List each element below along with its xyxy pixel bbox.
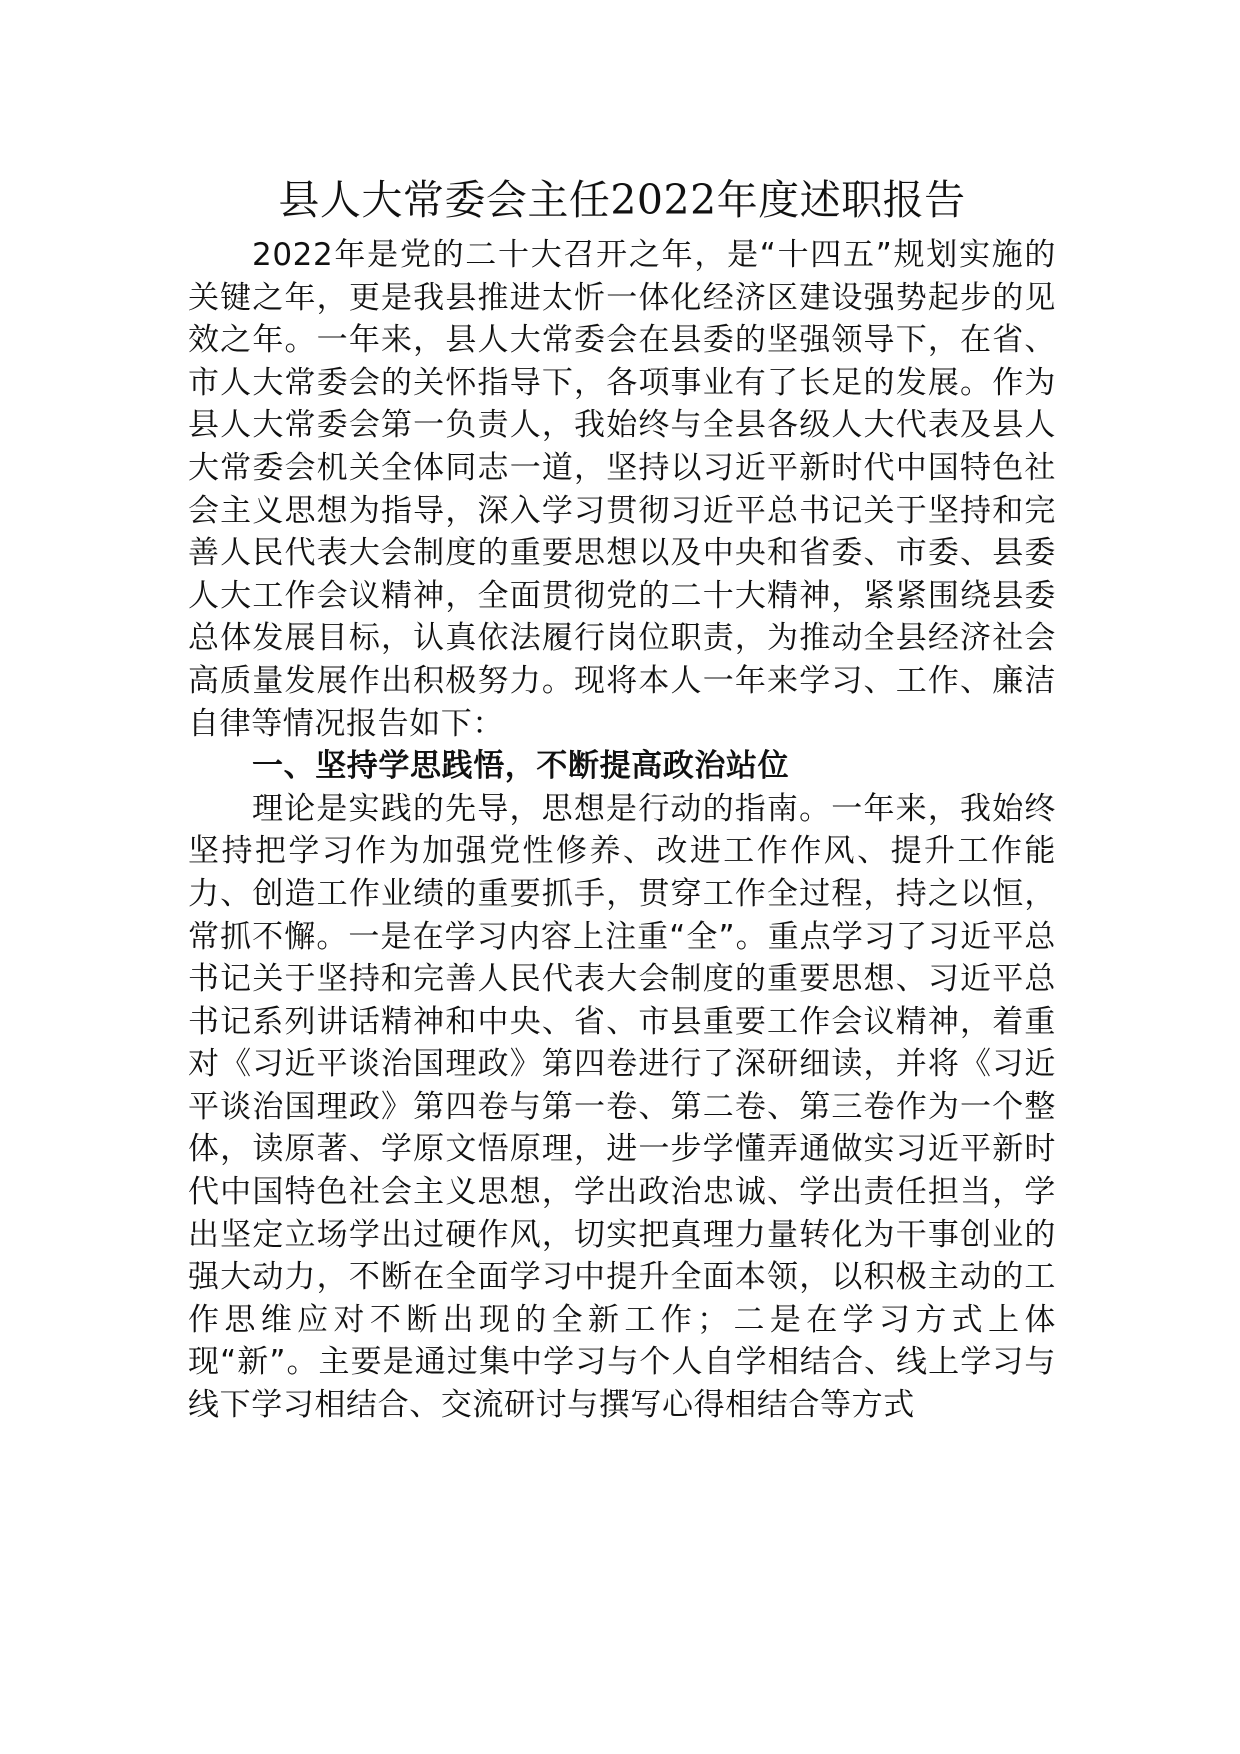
document-title: 县人大常委会主任2022年度述职报告 (278, 176, 966, 224)
intro-paragraph: 2022年是党的二十大召开之年，是“十四五”规划实施的关键之年，更是我县推进太忻一体化经济区建设强势起步的见效之年。一年来，县人大常委会在县委的坚强领导下，在省、市人大常委会的关怀指导下，各项事业有了长足的发展。作为县人大常委会第一负责人，我始终与全县各级人大代表及县人大常委会机关全体同志一道，坚持以习近平新时代中国特色社会主义思想为指导，深入学习贯彻习近平总书记关于坚持和完善人民代表大会制度的重要思想以及中央和省委、市委、县委人大工作会议精神，全面贯彻党的二十大精神，紧紧围绕县委总体发展目标，认真依法履行岗位职责，为推动全县经济社会高质量发展作出积极努力。现将本人一年来学习、工作、廉洁自律等情况报告如下： (188, 237, 1056, 742)
section-paragraph: 理论是实践的先导，思想是行动的指南。一年来，我始终坚持把学习作为加强党性修养、改进工作作风、提升工作能力、创造工作业绩的重要抓手，贯穿工作全过程，持之以恒，常抓不懈。一是在学习内容上注重“全”。重点学习了习近平总书记关于坚持和完善人民代表大会制度的重要思想、习近平总书记系列讲话精神和中央、省、市县重要工作会议精神，着重对《习近平谈治国理政》第四卷进行了深研细读，并将《习近平谈治国理政》第四卷与第一卷、第二卷、第三卷作为一个整体，读原著、学原文悟原理，进一步学懂弄通做实习近平新时代中国特色社会主义思想，学出政治忠诚、学出责任担当，学出坚定立场学出过硬作风，切实把真理力量转化为干事创业的强大动力，不断在全面学习中提升全面本领，以积极主动的工作思维应对不断出现的全新工作；二是在学习方式上体现“新”。主要是通过集中学习与个人自学相结合、线上学习与线下学习相结合、交流研讨与撰写心得相结合等方式 (188, 790, 1056, 1424)
section-heading: 一、坚持学思践悟，不断提高政治站位 (252, 748, 790, 785)
document-body (188, 170, 1056, 1427)
